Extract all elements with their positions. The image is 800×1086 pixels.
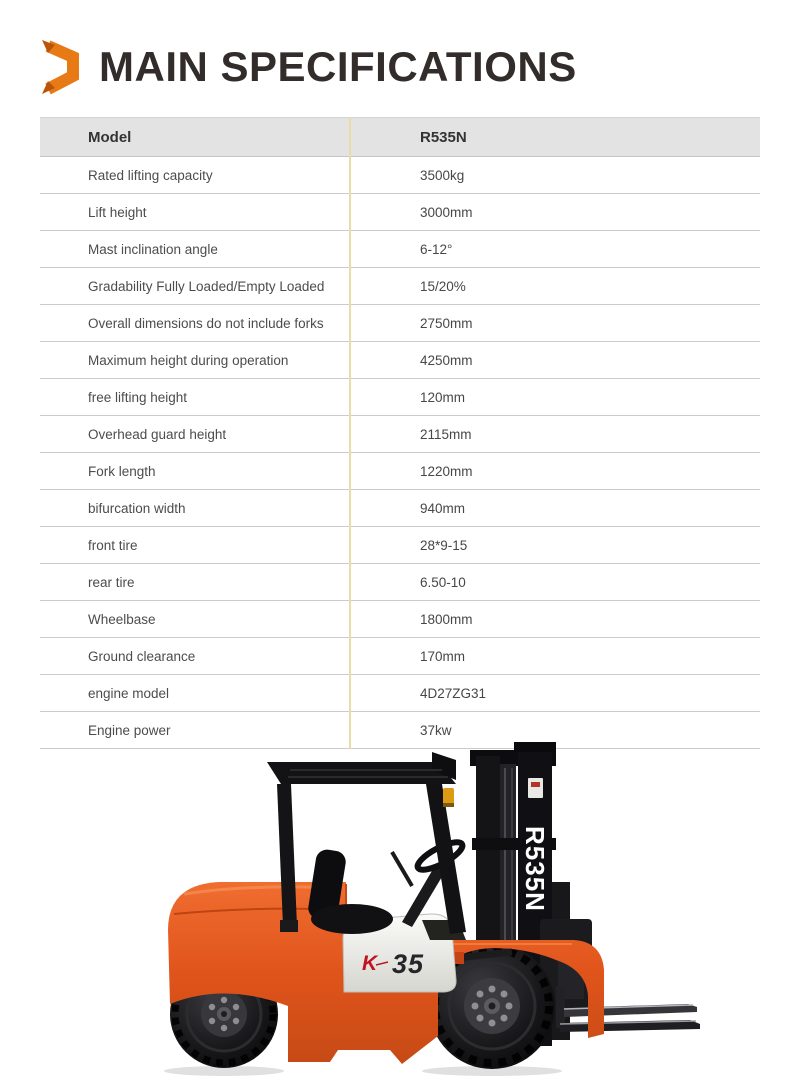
table-row (40, 231, 760, 268)
spec-label-cell: bifurcation width (88, 500, 186, 516)
operator-seat (307, 848, 393, 934)
spec-value-cell: 28*9-15 (420, 537, 468, 553)
table-row (40, 453, 760, 490)
spec-label-cell: free lifting height (88, 389, 188, 405)
table-row (40, 490, 760, 527)
table-row (40, 342, 760, 379)
beacon-light (443, 788, 454, 805)
model-value-header: R535N (420, 128, 467, 146)
spec-label-cell: engine model (88, 685, 170, 701)
spec-label-cell: front tire (88, 537, 138, 553)
spec-label-cell: Wheelbase (88, 611, 156, 627)
spec-value-cell: 2750mm (420, 315, 473, 331)
spec-value-cell: 170mm (420, 648, 466, 664)
spec-value-cell: 3500kg (420, 167, 465, 183)
forklift-svg (140, 734, 700, 1086)
table-row (40, 601, 760, 638)
spec-label-cell: Engine power (88, 722, 171, 738)
spec-value-cell: 15/20% (420, 278, 466, 294)
spec-value-cell: 4D27ZG31 (420, 685, 487, 701)
spec-value-cell: 940mm (420, 500, 466, 516)
spec-value-cell: 37kw (420, 722, 452, 738)
table-row (40, 379, 760, 416)
table-row (40, 305, 760, 342)
spec-label-cell: Overhead guard height (88, 426, 227, 442)
hood-capacity-number: 35 (392, 949, 425, 979)
spec-value-cell: 120mm (420, 389, 466, 405)
spec-table (40, 117, 760, 749)
table-row (40, 157, 760, 194)
table-row (40, 194, 760, 231)
table-row (40, 564, 760, 601)
forklift-image (140, 734, 700, 1086)
spec-value-cell: 3000mm (420, 204, 473, 220)
table-row (40, 416, 760, 453)
brand-k-mark: K (362, 952, 378, 975)
spec-label-cell: Maximum height during operation (88, 352, 289, 368)
column-divider (349, 117, 351, 749)
spec-label-cell: Ground clearance (88, 648, 196, 664)
table-row (40, 638, 760, 675)
page-title: MAIN SPECIFICATIONS (99, 43, 577, 90)
spec-value-cell: 6.50-10 (420, 574, 466, 590)
spec-label-cell: Lift height (88, 204, 147, 220)
mast-model-label: R535N (520, 826, 550, 912)
table-header-row (40, 117, 760, 157)
spec-label-cell: Overall dimensions do not include forks (88, 315, 324, 331)
chevron-right-icon (40, 38, 84, 96)
spec-value-cell: 6-12° (420, 241, 453, 257)
table-row (40, 268, 760, 305)
spec-value-cell: 1220mm (420, 463, 473, 479)
table-row (40, 675, 760, 712)
spec-label-cell: rear tire (88, 574, 135, 590)
spec-value-cell: 4250mm (420, 352, 473, 368)
table-row (40, 527, 760, 564)
spec-label-cell: Fork length (88, 463, 156, 479)
spec-value-cell: 2115mm (420, 426, 472, 442)
spec-value-cell: 1800mm (420, 611, 473, 627)
spec-label-cell: Gradability Fully Loaded/Empty Loaded (88, 278, 325, 294)
spec-label-cell: Rated lifting capacity (88, 167, 213, 183)
spec-label-cell: Mast inclination angle (88, 241, 218, 257)
page-header (0, 0, 800, 96)
model-column-header: Model (88, 128, 132, 146)
